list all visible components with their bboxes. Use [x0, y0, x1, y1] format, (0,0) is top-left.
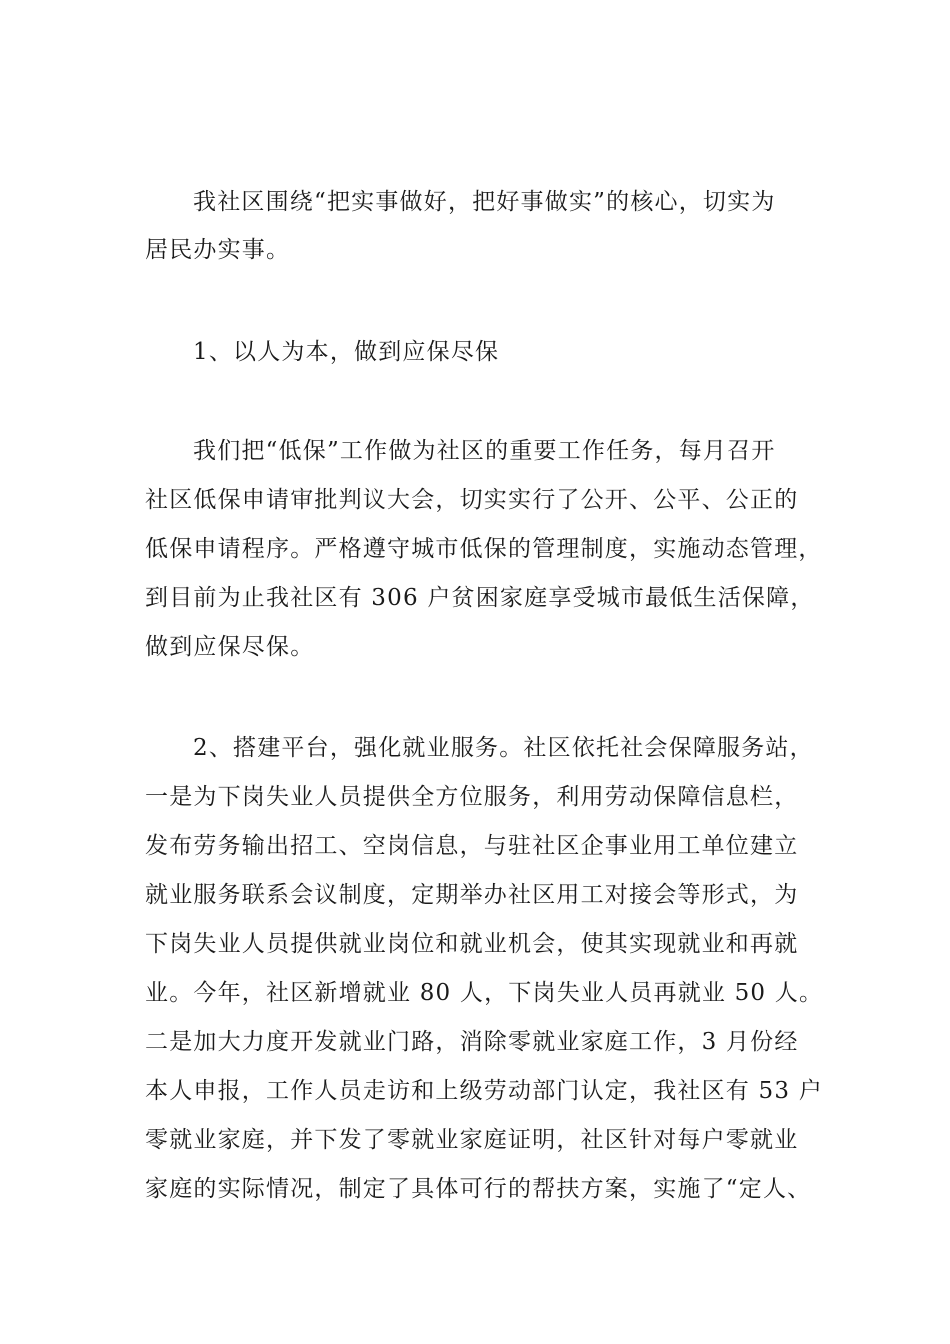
paragraph-1-line-5: 做到应保尽保。 [145, 634, 315, 660]
paragraph-2-line-5: 下岗失业人员提供就业岗位和就业机会，使其实现就业和再就 [145, 931, 799, 957]
paragraph-2-line-3: 发布劳务输出招工、空岗信息，与驻社区企事业用工单位建立 [145, 833, 799, 859]
paragraph-2-line-6: 业。今年，社区新增就业 80 人，下岗失业人员再就业 50 人。 [145, 980, 824, 1006]
paragraph-1-line-2: 社区低保申请审批判议大会，切实实行了公开、公平、公正的 [145, 487, 799, 513]
paragraph-2-line-7: 二是加大力度开发就业门路，消除零就业家庭工作，3 月份经 [145, 1029, 799, 1055]
paragraph-2-line-1: 2、搭建平台，强化就业服务。社区依托社会保障服务站， [193, 735, 814, 761]
paragraph-intro-line-1: 我社区围绕“把实事做好，把好事做实”的核心，切实为 [193, 189, 776, 215]
paragraph-2-line-10: 家庭的实际情况，制定了具体可行的帮扶方案，实施了“定人、 [145, 1176, 812, 1202]
paragraph-1-line-4: 到目前为止我社区有 306 户贫困家庭享受城市最低生活保障， [145, 585, 815, 611]
paragraph-1-line-1: 我们把“低保”工作做为社区的重要工作任务，每月召开 [193, 438, 776, 464]
paragraph-2-line-2: 一是为下岗失业人员提供全方位服务，利用劳动保障信息栏， [145, 784, 799, 810]
paragraph-2-line-8: 本人申报，工作人员走访和上级劳动部门认定，我社区有 53 户 [145, 1078, 823, 1104]
section-heading-1: 1、以人为本，做到应保尽保 [193, 339, 500, 365]
paragraph-2-line-9: 零就业家庭，并下发了零就业家庭证明，社区针对每户零就业 [145, 1127, 799, 1153]
paragraph-1-line-3: 低保申请程序。严格遵守城市低保的管理制度，实施动态管理， [145, 536, 823, 562]
paragraph-2-line-4: 就业服务联系会议制度，定期举办社区用工对接会等形式，为 [145, 882, 799, 908]
paragraph-intro-line-2: 居民办实事。 [145, 237, 291, 263]
